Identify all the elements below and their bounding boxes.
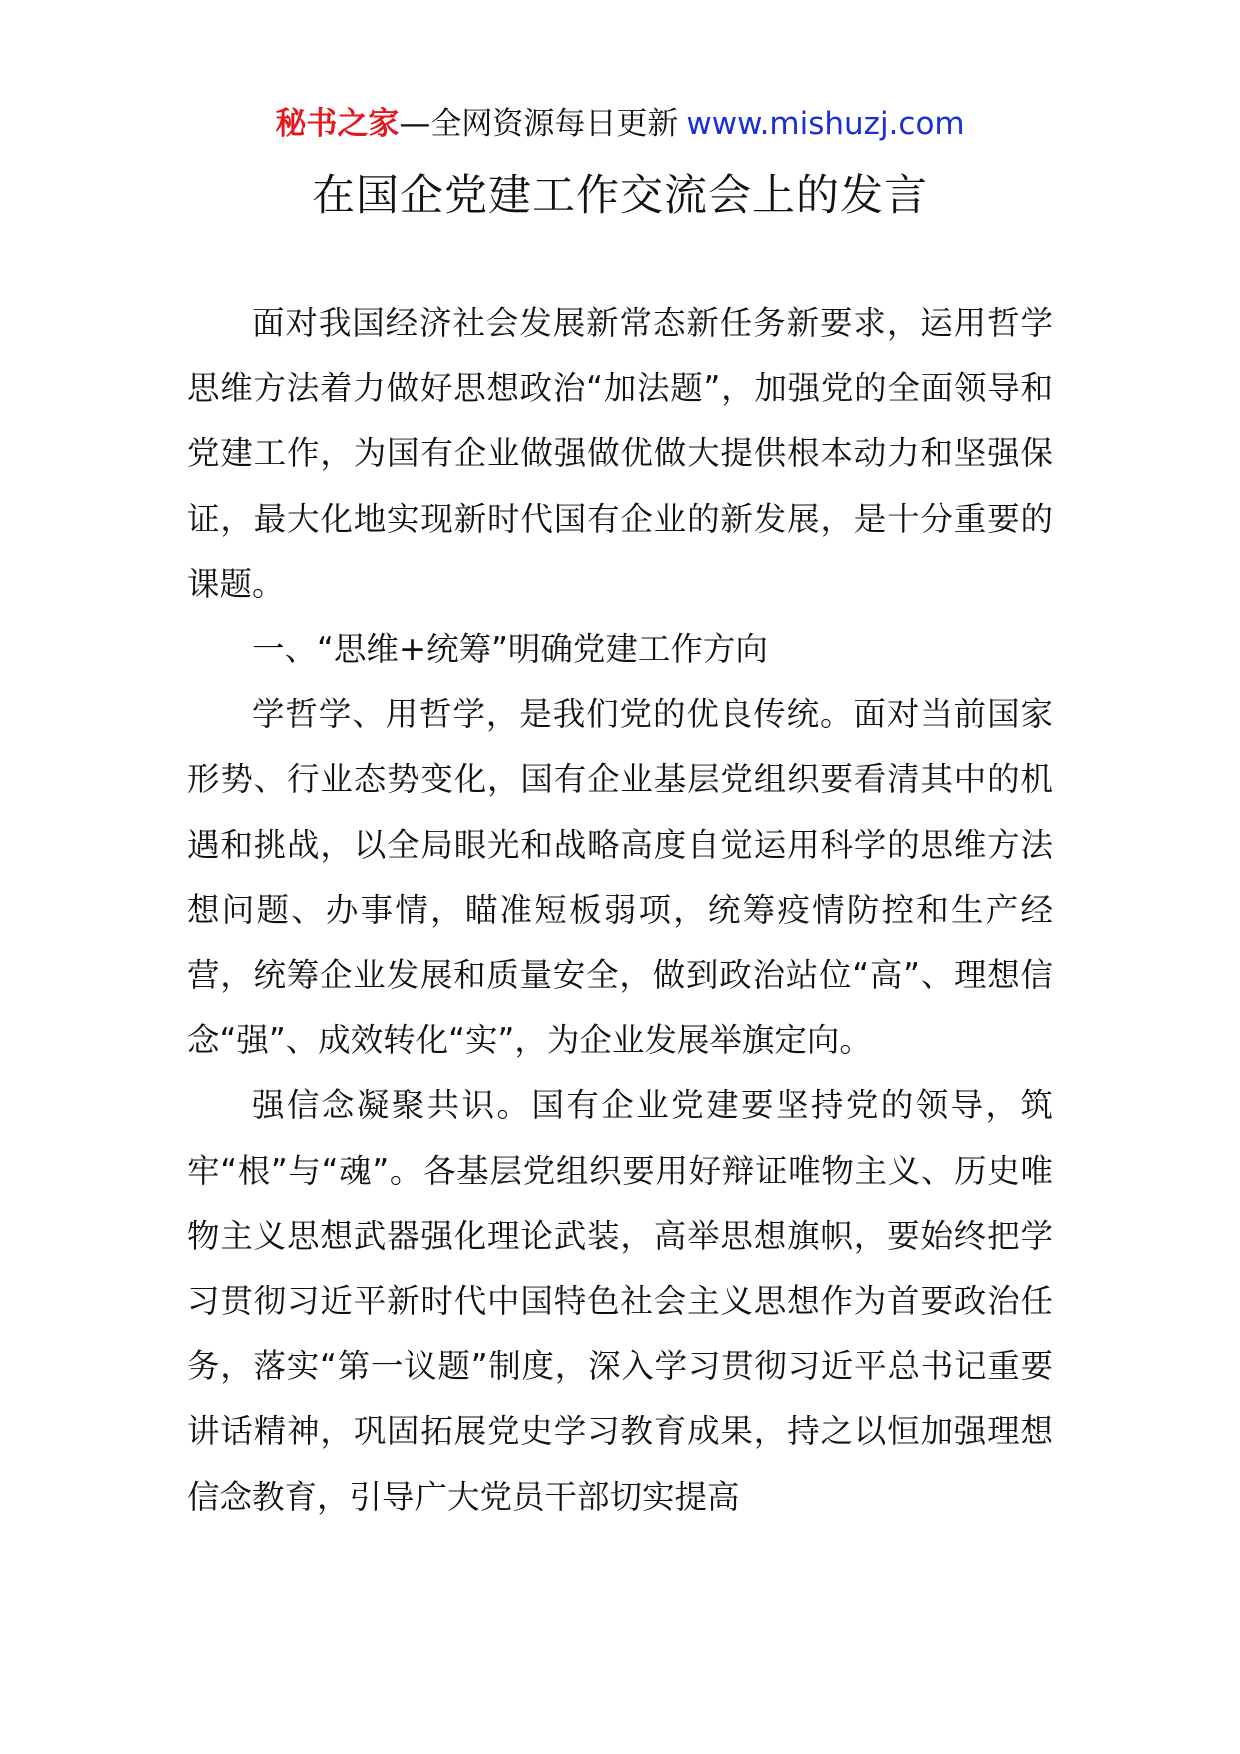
section-heading-1: 一、“思维+统筹”明确党建工作方向 — [252, 630, 768, 669]
site-header — [0, 102, 1240, 146]
site-brand: 秘书之家 — [275, 106, 400, 142]
site-slogan: —全网资源每日更新 — [399, 106, 679, 142]
paragraph-belief: 强信念凝聚共识。国有企业党建要坚持党的领导，筑牢“根”与“魂”。各基层党组织要用好辩证唯物主义、历史唯物主义思想武器强化理论武装，高举思想旗帜，要始终把学习贯彻习近平新时代中国特色社会主义思想作为首要政治任务，落实“第一议题”制度，深入学习贯彻习近平总书记重要讲话精神，巩固拓展党史学习教育成果，持之以恒加强理想信念教育，引导广大党员干部切实提高 — [187, 1086, 1053, 1516]
paragraph-philosophy: 学哲学、用哲学，是我们党的优良传统。面对当前国家形势、行业态势变化，国有企业基层党组织要看清其中的机遇和挑战，以全局眼光和战略高度自觉运用科学的思维方法想问题、办事情，瞄准短板弱项，统筹疫情防控和生产经营，统筹企业发展和质量安全，做到政治站位“高”、理想信念“强”、成效转化“实”，为企业发展举旗定向。 — [187, 695, 1053, 1060]
document-title: 在国企党建工作交流会上的发言 — [312, 171, 928, 221]
site-url-link[interactable]: www.mishuzj.com — [686, 106, 965, 142]
document-body — [187, 291, 1053, 1530]
paragraph-intro: 面对我国经济社会发展新常态新任务新要求，运用哲学思维方法着力做好思想政治“加法题”，加强党的全面领导和党建工作，为国有企业做强做优做大提供根本动力和坚强保证，最大化地实现新时代国有企业的新发展，是十分重要的课题。 — [187, 304, 1053, 603]
